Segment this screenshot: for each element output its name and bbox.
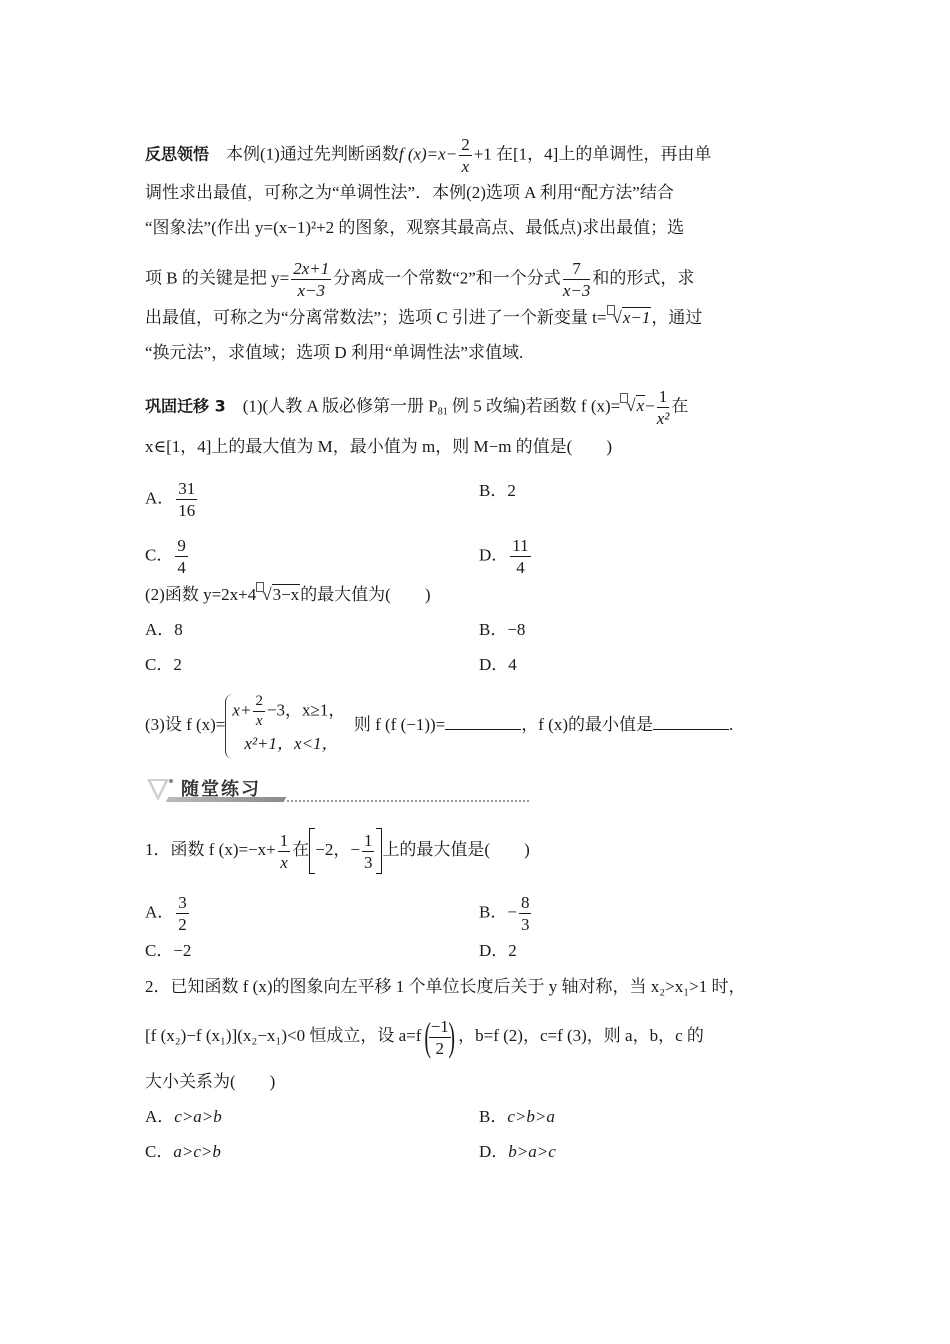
practice-q2-line-2: [f (x₂)−f (x₁)](x₂−x₁)<0 恒成立，设 a=f( $\frac{-1}{2}$ ) ，b=f (2)，c=f (3)，则 a，b，c 的 (145, 1014, 704, 1060)
option-a: A． $\frac{31}{16}$ (145, 479, 196, 520)
option-b: B．− $\frac{8}{3}$ (479, 893, 530, 934)
option-c: C．2 (145, 655, 182, 674)
option-c: C．−2 (145, 941, 192, 960)
reflection-line-3: “图象法”(作出 y=(x−1)²+2 的图象，观察其最高点、最低点)求出最值；选 (145, 218, 685, 237)
cube-root-expression: √x (620, 395, 645, 417)
text: ，b=f (2)，c=f (3)，则 a，b，c 的 (458, 1026, 704, 1045)
text: +1 在[1，4]上的单调性，再由单 (473, 144, 712, 164)
option-d: D．4 (479, 655, 517, 674)
math-expression: f (x)=x− (398, 144, 458, 164)
option-a: A．c>a>b (145, 1107, 222, 1126)
text: (3)设 f (x)= (145, 715, 226, 734)
option-d: D．2 (479, 941, 517, 960)
consolidation-q2 (145, 584, 431, 606)
section-header (145, 773, 535, 807)
consolidation-q1-line-2: x∈[1，4]上的最大值为 M，最小值为 m，则 M−m 的值是( ) (145, 437, 612, 456)
text: 和的形式，求 (592, 268, 695, 288)
consolidation-heading: 巩固迁移 3 (145, 396, 226, 416)
consolidation-q3: (3)设 f (x)= x+ $\frac{2}{x}$ −3，x≥1， x²+1，x<1， 则 f (f (−1))= ，f (x)的最小值是 . (145, 690, 733, 760)
reflection-line-2: 调性求出最值，可称之为“单调性法”．本例(2)选项 A 利用“配方法”结合 (145, 183, 674, 202)
option-a: A． $\frac{3}{2}$ (145, 893, 187, 934)
text: 则 f (f (−1))= (353, 715, 446, 734)
consolidation-q1-line-1: 巩固迁移 3 (1)(人教 A 版必修第一册 $P_{81}$ 例 5 改编)若函数 f (x)= √x− $\frac{1}{\text{x²}}$ 在 (145, 387, 689, 428)
text: (2)函数 y=2x+4 (145, 585, 257, 604)
fraction: $\frac{1}{\text{x²}}$ (656, 387, 670, 428)
option-b: B．−8 (479, 620, 526, 639)
fraction: $\frac{2}{x}$ (461, 135, 470, 176)
dotted-divider (287, 800, 529, 802)
text: 分离成一个常数“2”和一个分式 (333, 268, 561, 288)
reflection-heading: 反思领悟 (145, 144, 210, 164)
fraction: $\frac{1}{x}$ (279, 830, 289, 872)
option-b: B．2 (479, 481, 516, 500)
option-c: C． $\frac{9}{4}$ (145, 536, 186, 577)
option-d: D．b>a>c (479, 1142, 556, 1161)
option-b: B．c>b>a (479, 1107, 555, 1126)
practice-q2-line-1: 2．已知函数 f (x)的图象向左平移 1 个单位长度后关于 y 轴对称，当 x₂>x₁>1 时， (145, 977, 746, 996)
section-title: 随堂练习 (181, 779, 261, 800)
text: 项 B 的关键是把 y= (145, 268, 290, 288)
cube-root-expression: √3−x (256, 584, 300, 606)
option-d: D． $\frac{11}{4}$ (479, 536, 529, 577)
reflection-line-4 (145, 260, 694, 299)
text: 在 (671, 396, 689, 416)
fraction: $\frac{7}{x-3}$ (562, 259, 591, 300)
cube-root-expression: √x−1 (607, 307, 652, 329)
reflection-line-5 (145, 307, 702, 329)
answer-blank-2[interactable] (653, 715, 729, 730)
text: (1)(人教 A 版必修第一册 P (242, 396, 438, 416)
text: 本例(1)通过先判断函数 (226, 144, 399, 164)
text: 例 5 改编)若函数 f (x)= (447, 396, 621, 416)
text: 1．函数 f (x)=−x+ (145, 840, 276, 859)
text: 上的最大值是( ) (382, 840, 530, 859)
piecewise-function: x+ $\frac{2}{x}$ −3，x≥1， x²+1，x<1， (225, 694, 345, 759)
subscript: 81 (437, 406, 448, 418)
option-c: C．a>c>b (145, 1142, 221, 1161)
text: [f (x₂)−f (x₁)](x₂−x₁)<0 恒成立，设 a=f (145, 1026, 422, 1045)
text: 出最值，可称之为“分离常数法”；选项 C 引进了一个新变量 t= (145, 308, 607, 327)
text: 的最大值为( ) (300, 585, 431, 604)
fraction: $\frac{2x+1}{x-3}$ (293, 259, 330, 300)
text: ，通过 (651, 308, 703, 327)
answer-blank-1[interactable] (445, 715, 521, 730)
text: ，f (x)的最小值是 (521, 715, 653, 734)
option-a: A．8 (145, 620, 183, 639)
practice-q2-line-3: 大小关系为( ) (145, 1072, 276, 1091)
practice-q1: 1．函数 f (x)=−x+ $\frac{1}{x}$ 在 −2，− $\frac{1}{3}$ 上的最大值是( ) (145, 826, 530, 874)
reflection-line-1 (145, 136, 711, 175)
dot-icon (169, 779, 173, 783)
reflection-line-6: “换元法”，求值域；选项 D 利用“单调性法”求值域. (145, 343, 524, 362)
